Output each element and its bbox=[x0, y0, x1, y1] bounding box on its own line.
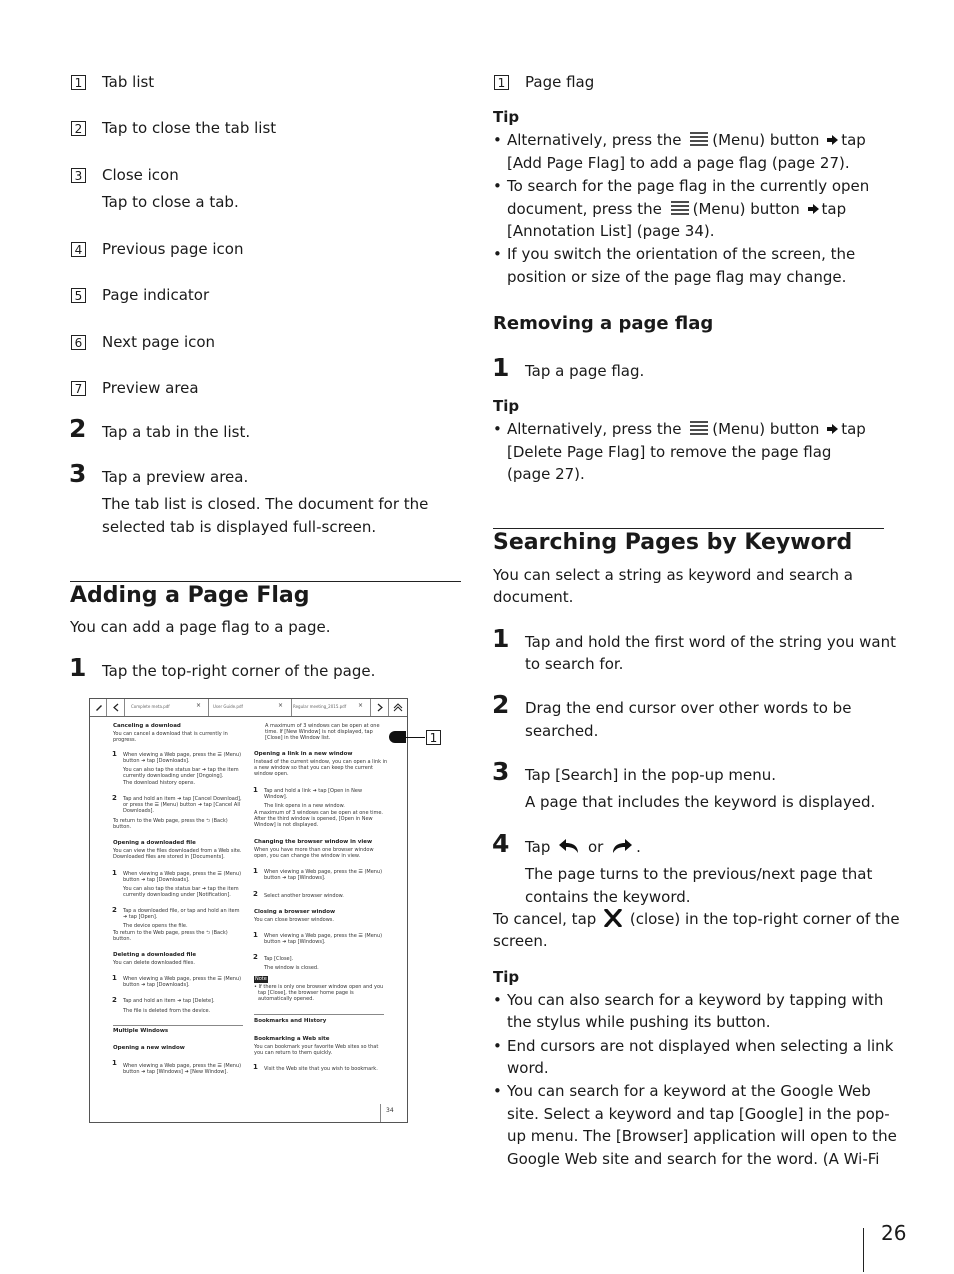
step-sub-3b: selected tab is displayed full-screen. bbox=[102, 518, 377, 536]
close-x-icon bbox=[603, 909, 623, 927]
menu-icon bbox=[670, 200, 690, 216]
callout-line bbox=[405, 737, 425, 738]
close-icon: × bbox=[278, 702, 284, 709]
legend-text-6: Next page icon bbox=[102, 333, 216, 351]
step-number-search-4: 4 bbox=[492, 829, 510, 858]
step-number-search-2: 2 bbox=[492, 690, 510, 719]
step-text-2: Tap a tab in the list. bbox=[102, 423, 251, 441]
step-number-search-3: 3 bbox=[492, 757, 510, 786]
step-number-search-1: 1 bbox=[492, 624, 510, 653]
step-text-3: Tap a preview area. bbox=[102, 468, 249, 486]
screenshot-tab-2: User Guide.pdf bbox=[213, 704, 243, 709]
close-icon: × bbox=[196, 702, 202, 709]
step-sub-3a: The tab list is closed. The document for the bbox=[102, 495, 429, 513]
legend-text-5: Page indicator bbox=[102, 286, 210, 304]
screenshot-tab-1: Complete meta.pdf bbox=[131, 704, 170, 709]
legend-text-1: Tab list bbox=[102, 73, 155, 91]
close-icon: × bbox=[358, 702, 364, 709]
next-page-icon bbox=[376, 703, 384, 712]
legend-text-4: Previous page icon bbox=[102, 240, 244, 258]
menu-icon bbox=[689, 420, 709, 436]
screenshot-page-number: 34 bbox=[386, 1107, 394, 1114]
section-title-searching: Searching Pages by Keyword bbox=[493, 530, 853, 555]
legend-number-page-flag: 1 bbox=[494, 75, 509, 90]
prev-page-icon bbox=[112, 703, 120, 712]
screenshot-tab-3: Regular meeting_2015.pdf bbox=[293, 704, 347, 709]
subsection-title-removing: Removing a page flag bbox=[493, 313, 714, 334]
legend-sub-3: Tap to close a tab. bbox=[102, 193, 239, 211]
step-number-3: 3 bbox=[69, 459, 87, 488]
arrow-right-icon bbox=[827, 424, 838, 434]
step-number-1: 1 bbox=[69, 653, 87, 682]
legend-number-5: 5 bbox=[71, 288, 86, 303]
collapse-icon bbox=[393, 703, 403, 712]
redo-arrow-icon bbox=[610, 837, 634, 855]
legend-text-page-flag: Page flag bbox=[525, 73, 595, 91]
section-title-adding-page-flag: Adding a Page Flag bbox=[70, 583, 310, 608]
callout-number-1: 1 bbox=[426, 730, 441, 745]
legend-number-7: 7 bbox=[71, 381, 86, 396]
legend-number-1: 1 bbox=[71, 75, 86, 90]
legend-text-7: Preview area bbox=[102, 379, 199, 397]
step-text-1: Tap the top-right corner of the page. bbox=[102, 662, 376, 680]
pen-icon bbox=[94, 702, 104, 712]
arrow-right-icon bbox=[808, 204, 819, 214]
device-screenshot: Complete meta.pdf × User Guide.pdf × Regular meeting_2015.pdf × Canceling a download You can cancel a download that is currently in progress. 1 When viewing a Web page, press the ☰ (Menu) button ➜ tap [Downloads]. You can also tap the status bar ➜ tap the item currently downloading under [Ongoing]. The download history opens. 2 Tap and hold an item ➜ tap [Cancel Download], or press the ☰ (Menu) button ➜ tap [Cancel All Downloads]. To return to the Web page, press the ⮌ (Back) button. Opening a downloaded file You can view the files downloaded from a Web site. Downloaded files are stored in [Documents]. 1 When viewing a Web page, press the ☰ (Menu) button ➜ tap [Downloads]. You can also tap the status bar ➜ tap the item currently downloading under [Notification]. 2 Tap a downloaded file, or tap and hold an item ➜ tap [Open]. The device opens the file. To return to the Web page, press the ⮌ (Back) button. Deleting a downloaded file You can delete downloaded files. 1 When viewing a Web page, press the ☰ (Menu) button ➜ tap [Downloads]. 2 Tap and hold an item ➜ tap [Delete]. The file is deleted from the device. Multiple Windows Opening a new window 1 When viewing a Web page, press the ☰ (Menu) button ➜ tap [Windows] ➜ [New Window]. A maximum of 3 windows can be open at one time. If [New Window] is not displayed, tap [Close] in the Window list. Opening a link in a new window Instead of the current window, you can open a link in a new window so that you can keep the current window open. 1 Tap and hold a link ➜ tap [Open in New Window]. The link opens in a new window. A maximum of 3 windows can be open at one time. After the third window is opened, [Open in New Window] is not displayed. Changing the browser window in view When you have more than one browser window open, you can change the window in view. 1 When viewing a Web page, press the ☰ (Menu) button ➜ tap [Windows]. 2 Select another browser window. Closing a browser window You can close browser windows. 1 When viewing a Web page, press the ☰ (Menu) button ➜ tap [Windows]. 2 Tap [Close]. The window is closed. Note • If there is only one browser window open and you tap [Close], the browser home page is automatically opened. Bookmarks and History Bookmarking a Web site You can bookmark your favorite Web sites so that you can return to them quickly. 1 Visit the Web site that you wish to bookmark. 34 bbox=[89, 698, 408, 1123]
legend-number-4: 4 bbox=[71, 242, 86, 257]
legend-text-2: Tap to close the tab list bbox=[102, 119, 277, 137]
section-rule bbox=[70, 581, 461, 582]
legend-number-3: 3 bbox=[71, 168, 86, 183]
page-number-rule bbox=[863, 1228, 864, 1272]
step-text-remove-1: Tap a page flag. bbox=[525, 362, 645, 380]
tip-label: Tip bbox=[493, 968, 520, 986]
tip-label: Tip bbox=[493, 397, 520, 415]
page-flag-marker bbox=[389, 731, 406, 743]
legend-text-3: Close icon bbox=[102, 166, 179, 184]
arrow-right-icon bbox=[827, 135, 838, 145]
menu-icon bbox=[689, 131, 709, 147]
tip-label: Tip bbox=[493, 108, 520, 126]
section-intro: You can add a page flag to a page. bbox=[70, 618, 331, 636]
legend-number-6: 6 bbox=[71, 335, 86, 350]
step-number-remove-1: 1 bbox=[492, 353, 510, 382]
step-number-2: 2 bbox=[69, 414, 87, 443]
legend-number-2: 2 bbox=[71, 121, 86, 136]
undo-arrow-icon bbox=[557, 837, 581, 855]
section-rule bbox=[493, 528, 884, 529]
page-number: 26 bbox=[881, 1221, 907, 1245]
